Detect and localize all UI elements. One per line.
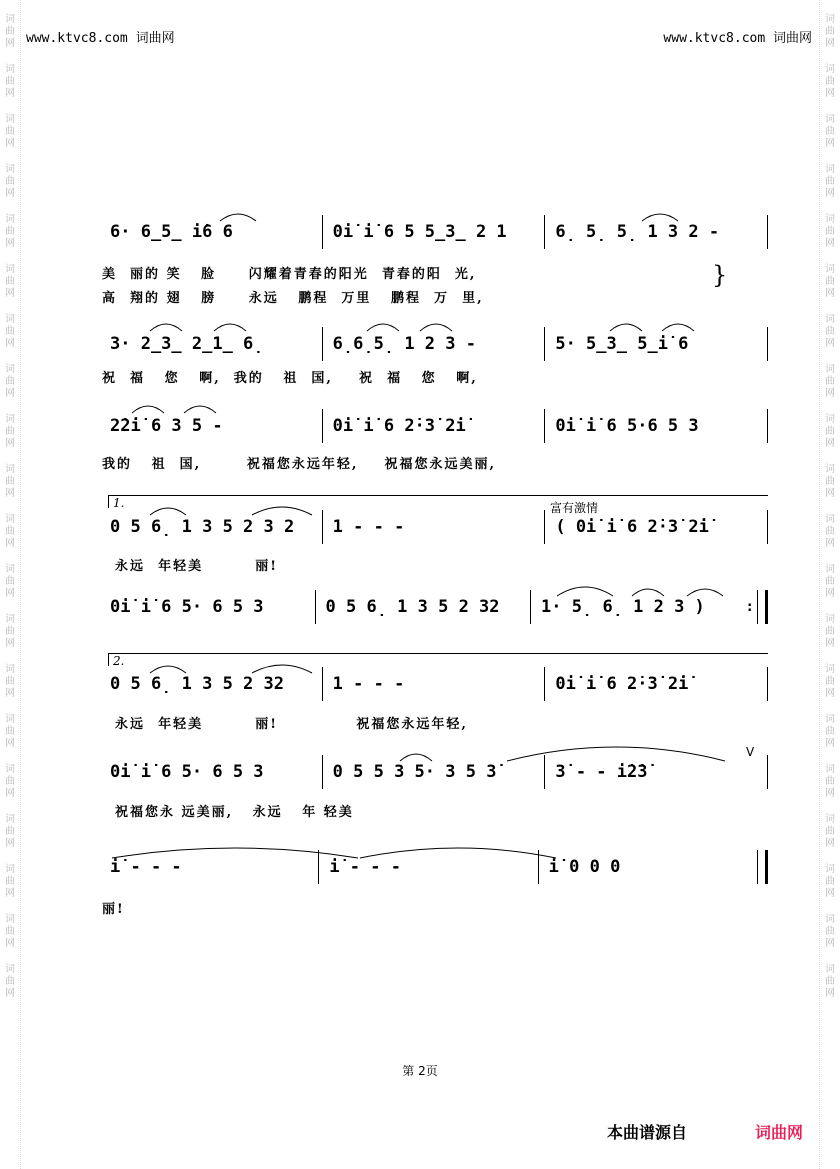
barline [767,409,768,443]
watermark-char: 词 [5,164,15,175]
watermark-char: 网 [5,488,15,499]
watermark-char: 词 [825,464,835,475]
notes-row [100,512,768,542]
watermark-char: 曲 [825,76,835,87]
watermark-group [825,914,835,950]
header-site-left[interactable]: www.ktvc8.com 词曲网 [26,31,175,46]
watermark-char: 词 [5,664,15,675]
watermark-group [825,714,835,750]
watermark-char: 曲 [5,576,15,587]
measure: 0i̇ i̇ 6 5·6 5 3 [555,416,699,436]
watermark-group [5,714,15,750]
watermark-char: 词 [825,964,835,975]
watermark-char: 词 [5,714,15,725]
lyric-line: 美 丽的 笑 脸 闪耀着青春的阳光 青春的阳 光, [102,267,477,282]
breath-mark: V [746,745,755,759]
watermark-group [825,514,835,550]
watermark-char: 词 [5,214,15,225]
watermark-group [825,414,835,450]
page-number: 第 2页 [402,1064,438,1078]
watermark-char: 曲 [825,476,835,487]
watermark-char: 曲 [825,176,835,187]
watermark-char: 词 [5,364,15,375]
watermark-char: 网 [825,488,835,499]
lyric-line: 祝 福 您 啊, 我的 祖 国, 祝 福 您 啊, [102,371,478,386]
watermark-group [825,814,835,850]
watermark-group [825,114,835,150]
watermark-char: 网 [5,238,15,249]
volta-label: 2. [113,654,125,668]
watermark-char: 曲 [5,26,15,37]
watermark-char: 曲 [5,276,15,287]
watermark-group [5,864,15,900]
watermark-group [825,264,835,300]
watermark-group [5,664,15,700]
barline [767,215,768,249]
lyric-line: 丽! [102,902,125,917]
watermark-char: 曲 [5,676,15,687]
watermark-group [5,514,15,550]
watermark-char: 词 [825,714,835,725]
measure: 0i̇ i̇ 6 5 5̲3̲ 2 1 [332,222,507,242]
watermark-group [5,114,15,150]
watermark-char: 曲 [5,876,15,887]
measure: 3̇ - - i̇2̇3̇ [555,762,648,782]
watermark-group [825,214,835,250]
measure: i̇ - - - [329,857,401,877]
watermark-char: 网 [825,688,835,699]
footer-brand-link[interactable]: 词曲网 [755,1123,804,1142]
footer-source-label: 本曲谱源自 [607,1123,688,1142]
watermark-char: 网 [825,888,835,899]
watermark-char: 网 [5,38,15,49]
watermark-char: 网 [825,538,835,549]
watermark-char: 网 [5,688,15,699]
watermark-group [5,214,15,250]
measure: 0i̇ i̇ 6 5· 6 5 3 [110,762,264,782]
watermark-char: 曲 [5,476,15,487]
watermark-char: 词 [825,564,835,575]
watermark-char: 曲 [825,676,835,687]
measure: 0 5 6̣ 1 3 5 2 32 [325,597,500,617]
watermark-char: 网 [825,738,835,749]
watermark-char: 曲 [5,226,15,237]
barline [767,327,768,361]
watermark-char: 曲 [825,776,835,787]
watermark-group [5,14,15,50]
watermark-group [825,664,835,700]
watermark-char: 网 [825,638,835,649]
watermark-char: 网 [5,138,15,149]
watermark-char: 网 [825,338,835,349]
watermark-char: 网 [825,438,835,449]
watermark-char: 网 [5,538,15,549]
watermark-char: 网 [5,588,15,599]
watermark-char: 词 [825,314,835,325]
measure: ( 0i̇ i̇ 6 2̇·3̇ 2̇i̇ [555,517,709,537]
watermark-char: 网 [825,788,835,799]
watermark-char: 网 [825,988,835,999]
watermark-char: 网 [5,638,15,649]
watermark-char: 词 [5,64,15,75]
watermark-char: 曲 [5,776,15,787]
watermark-char: 曲 [5,126,15,137]
watermark-group [5,964,15,1000]
watermark-char: 曲 [5,376,15,387]
notes-row [100,329,768,359]
expression-marking: 富有激情 [550,501,599,515]
watermark-char: 网 [5,938,15,949]
measure: 6̣6̣5̣ 1 2 3 - [332,334,476,354]
watermark-group [5,764,15,800]
watermark-char: 词 [825,914,835,925]
watermark-char: 网 [5,388,15,399]
watermark-char: 曲 [5,726,15,737]
watermark-char: 网 [825,188,835,199]
watermark-group [825,764,835,800]
notes-row [100,592,768,622]
watermark-char: 曲 [5,176,15,187]
watermark-group [825,564,835,600]
watermark-char: 曲 [5,826,15,837]
measure: 0i̇ i̇ 6 2̇·3̇ 2̇i̇ [332,416,466,436]
measure: 0i̇ i̇ 6 5· 6 5 3 [110,597,264,617]
watermark-char: 曲 [825,926,835,937]
watermark-char: 网 [5,788,15,799]
watermark-char: 词 [5,464,15,475]
watermark-char: 网 [5,738,15,749]
watermark-char: 网 [825,238,835,249]
lyric-line: 祝福您永 远美丽, 永远 年 轻美 [102,805,354,820]
volta-label: 1. [113,496,125,510]
watermark-group [5,164,15,200]
watermark-char: 词 [5,914,15,925]
watermark-char: 曲 [5,626,15,637]
watermark-char: 曲 [825,626,835,637]
watermark-group [5,364,15,400]
watermark-char: 网 [825,288,835,299]
lyric-line: 永远 年轻美 丽! 祝福您永远年轻, [102,717,468,732]
barline [767,510,768,544]
watermark-char: 网 [5,888,15,899]
watermark-char: 网 [5,838,15,849]
watermark-char: 词 [5,314,15,325]
lyric-line: 我的 祖 国, 祝福您永远年轻, 祝福您永远美丽, [102,457,496,472]
watermark-char: 词 [5,614,15,625]
watermark-group [825,164,835,200]
watermark-group [825,364,835,400]
watermark-char: 词 [825,514,835,525]
watermark-char: 网 [825,588,835,599]
watermark-char: 曲 [5,976,15,987]
barline [767,755,768,789]
notes-row [100,852,768,882]
watermark-group [5,464,15,500]
header-site-right[interactable]: www.ktvc8.com 词曲网 [663,31,812,46]
barline [767,667,768,701]
watermark-char: 网 [825,88,835,99]
watermark-char: 曲 [825,126,835,137]
watermark-group [825,614,835,650]
watermark-char: 网 [825,38,835,49]
watermark-char: 曲 [825,326,835,337]
watermark-char: 词 [825,114,835,125]
watermark-group [5,814,15,850]
notes-row [100,669,768,699]
watermark-char: 曲 [825,876,835,887]
measure: 0i̇ i̇ 6 2̇·3̇ 2̇i̇ [555,674,689,694]
watermark-char: 词 [5,114,15,125]
watermark-group [5,264,15,300]
watermark-char: 曲 [5,926,15,937]
watermark-group [5,914,15,950]
watermark-char: 曲 [825,526,835,537]
notes-row [100,217,768,247]
watermark-char: 曲 [825,576,835,587]
watermark-char: 网 [825,388,835,399]
watermark-char: 词 [825,414,835,425]
watermark-char: 词 [5,264,15,275]
watermark-char: 词 [5,814,15,825]
measure: 0 5 6̣ 1 3 5 2 32 [110,674,284,694]
measure: 5· 5̲3̲ 5̲i̇ 6 [555,334,689,354]
watermark-char: 词 [825,14,835,25]
repeat-end-sign: : [746,590,768,624]
watermark-char: 词 [825,764,835,775]
measure: 3· 2̲3̲ 2̲1̲ 6̣ [110,334,264,354]
notes-row [100,411,768,441]
measure: 1 - - - [332,517,405,537]
watermark-group [5,414,15,450]
watermark-char: 词 [825,364,835,375]
watermark-char: 词 [825,264,835,275]
watermark-char: 网 [825,838,835,849]
measure: 6· 6̲5̲ i̇6 6 [110,222,233,242]
watermark-group [5,314,15,350]
watermark-char: 网 [5,338,15,349]
watermark-char: 词 [825,164,835,175]
watermark-char: 词 [5,514,15,525]
watermark-group [825,14,835,50]
watermark-char: 网 [5,188,15,199]
watermark-char: 曲 [825,426,835,437]
watermark-char: 网 [5,88,15,99]
watermark-char: 词 [825,64,835,75]
verse-brace: } [712,261,728,289]
watermark-char: 曲 [825,976,835,987]
watermark-char: 词 [5,414,15,425]
watermark-char: 词 [5,864,15,875]
watermark-group [825,314,835,350]
final-barline [757,850,768,884]
watermark-char: 词 [5,14,15,25]
watermark-char: 词 [5,564,15,575]
watermark-char: 网 [5,438,15,449]
measure: i̇ - - - [110,857,182,877]
watermark-char: 曲 [5,526,15,537]
measure: i̇ 0 0 0 [548,857,621,877]
notes-row [100,757,768,787]
watermark-char: 词 [825,864,835,875]
measure: 1· 5̣ 6̣ 1 2 3 ) [541,597,705,617]
watermark-char: 词 [825,614,835,625]
watermark-char: 曲 [5,76,15,87]
watermark-char: 网 [5,988,15,999]
watermark-group [5,564,15,600]
watermark-char: 词 [825,214,835,225]
watermark-group [825,964,835,1000]
watermark-char: 曲 [5,326,15,337]
measure: 2̇2̇i̇ 6 3 5 - [110,416,223,436]
watermark-char: 词 [825,664,835,675]
lyric-line: 永远 年轻美 丽! [102,559,279,574]
watermark-char: 曲 [825,726,835,737]
watermark-char: 网 [825,138,835,149]
watermark-group [825,864,835,900]
watermark-char: 网 [825,938,835,949]
watermark-char: 词 [825,814,835,825]
watermark-column-left [0,0,21,1169]
watermark-char: 词 [5,964,15,975]
watermark-char: 曲 [825,226,835,237]
volta-bracket [108,653,768,666]
watermark-column-right [819,0,840,1169]
measure: 0 5 6̣ 1 3 5 2 3 2 [110,517,295,537]
measure: 6̣ 5̣ 5̣ 1 3 2 - [555,222,720,242]
watermark-char: 曲 [825,276,835,287]
watermark-group [5,64,15,100]
watermark-char: 曲 [825,376,835,387]
watermark-char: 网 [5,288,15,299]
watermark-char: 曲 [825,826,835,837]
watermark-group [5,614,15,650]
watermark-char: 曲 [825,26,835,37]
measure: 1 - - - [332,674,405,694]
watermark-group [825,64,835,100]
watermark-group [825,464,835,500]
watermark-char: 曲 [5,426,15,437]
watermark-char: 词 [5,764,15,775]
measure: 0 5 5 3 5· 3 5 3̇ [332,762,497,782]
volta-bracket [108,495,768,508]
lyric-line: 高 翔的 翅 膀 永远 鹏程 万里 鹏程 万 里, [102,291,484,306]
